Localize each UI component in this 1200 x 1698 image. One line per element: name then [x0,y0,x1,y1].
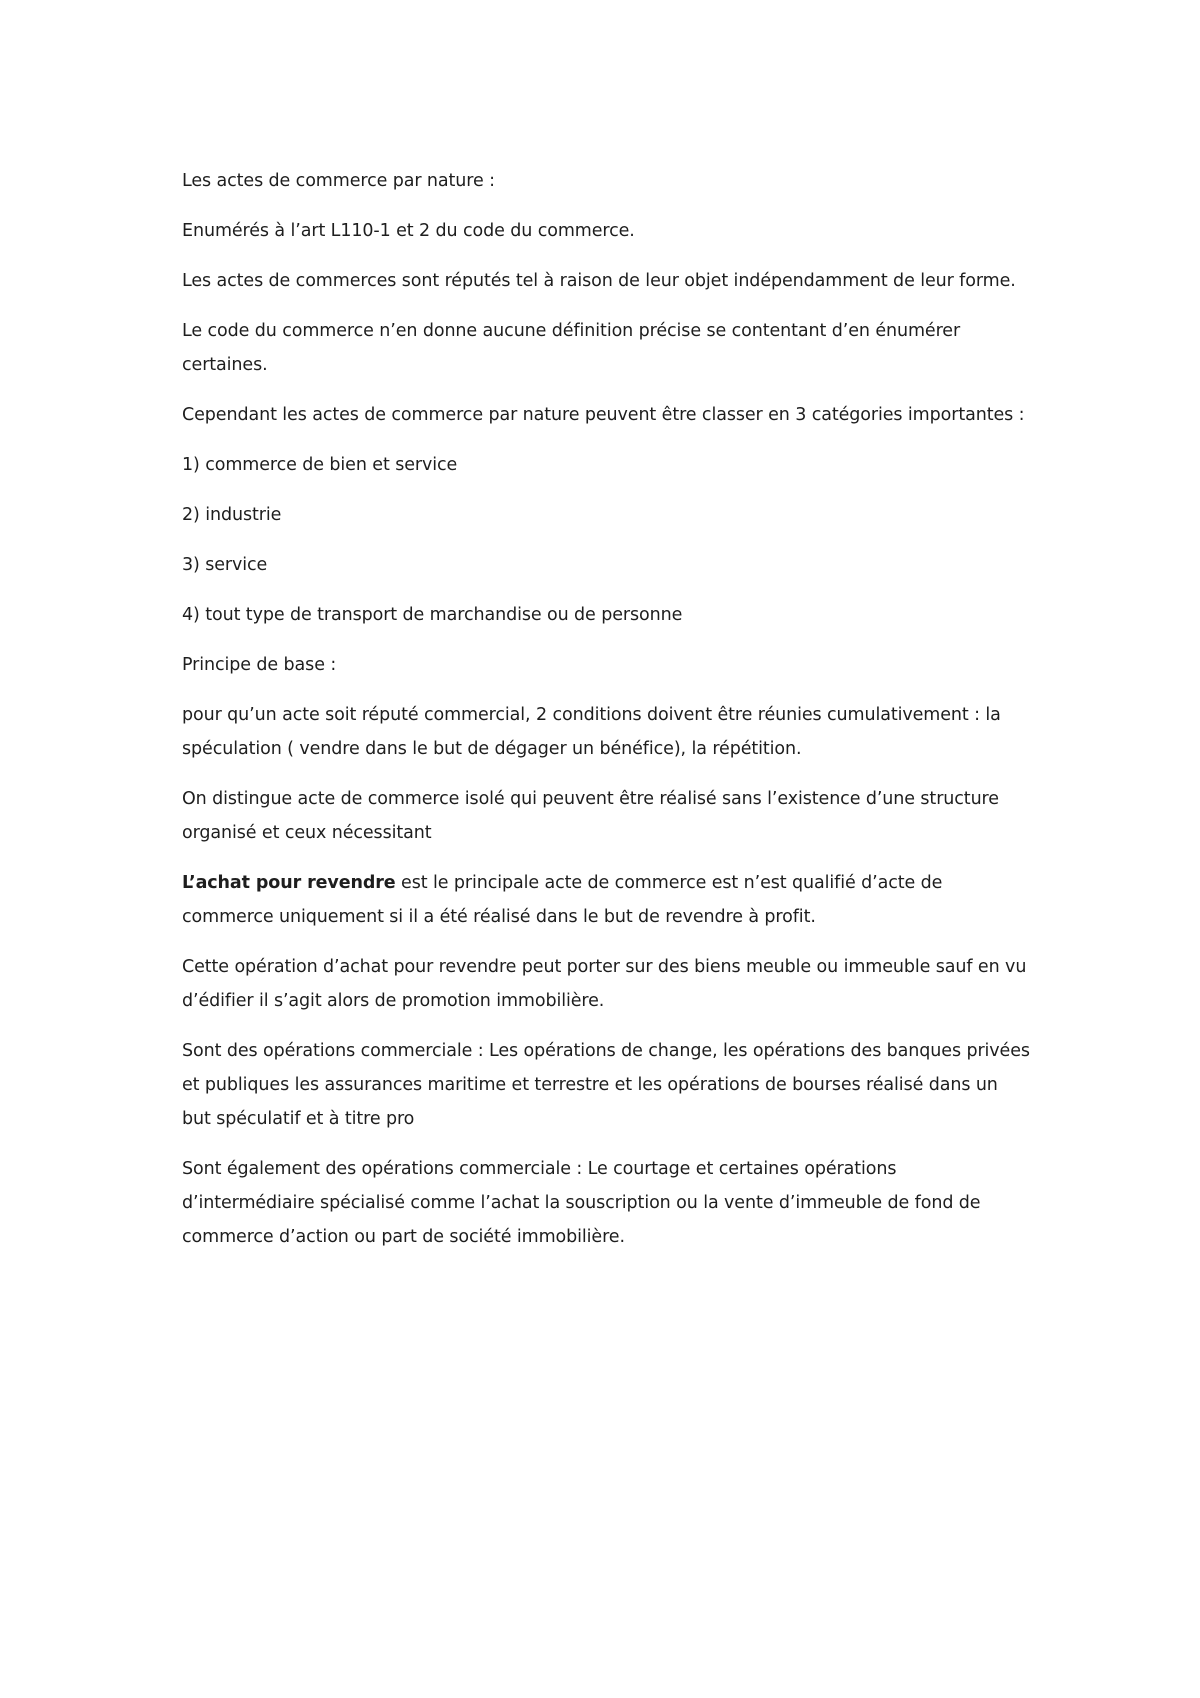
paragraph-operations-egalement: Sont également des opérations commerciale : Le courtage et certaines opérations d’intermédiaire spécialisé comme l’achat la souscription ou la vente d’immeuble de fond de commerce d’action ou part de société immobilière. [182,1159,981,1247]
list-item-2: 2) industrie [182,505,282,525]
paragraph-conditions: pour qu’un acte soit réputé commercial, 2 conditions doivent être réunies cumulativement : la spéculation ( vendre dans le but de dégager un bénéfice), la répétition. [182,705,1001,759]
list-item-3: 3) service [182,555,268,575]
paragraph-categories: Cependant les actes de commerce par nature peuvent être classer en 3 catégories importantes : [182,405,1025,425]
paragraph-achat-revendre [182,866,1032,934]
heading-actes-par-nature: Les actes de commerce par nature : [182,171,495,191]
list-item-1: 1) commerce de bien et service [182,455,458,475]
paragraph-definition: Le code du commerce n’en donne aucune définition précise se contentant d’en énumérer certaines. [182,321,961,375]
document-body [182,164,1032,1270]
heading-principe-de-base: Principe de base : [182,655,337,675]
paragraph-operation-achat: Cette opération d’achat pour revendre peut porter sur des biens meuble ou immeuble sauf en vu d’édifier il s’agit alors de promotion immobilière. [182,957,1027,1011]
list-item-4: 4) tout type de transport de marchandise ou de personne [182,605,683,625]
paragraph-acte-isole: On distingue acte de commerce isolé qui peuvent être réalisé sans l’existence d’une structure organisé et ceux nécessitant [182,789,999,843]
paragraph-enumeres: Enumérés à l’art L110-1 et 2 du code du commerce. [182,221,635,241]
bold-achat-pour-revendre: L’achat pour revendre [182,873,396,893]
paragraph-reputes: Les actes de commerces sont réputés tel à raison de leur objet indépendamment de leur forme. [182,271,1016,291]
achat-revendre-text: est le principale acte de commerce est n’est qualifié d’acte de commerce uniquement si il a été réalisé dans le but de revendre à profit. [182,873,943,927]
paragraph-operations-commerciales: Sont des opérations commerciale : Les opérations de change, les opérations des banques privées et publiques les assurances maritime et terrestre et les opérations de bourses réalisé dans un but spéculatif et à titre pro [182,1041,1030,1129]
